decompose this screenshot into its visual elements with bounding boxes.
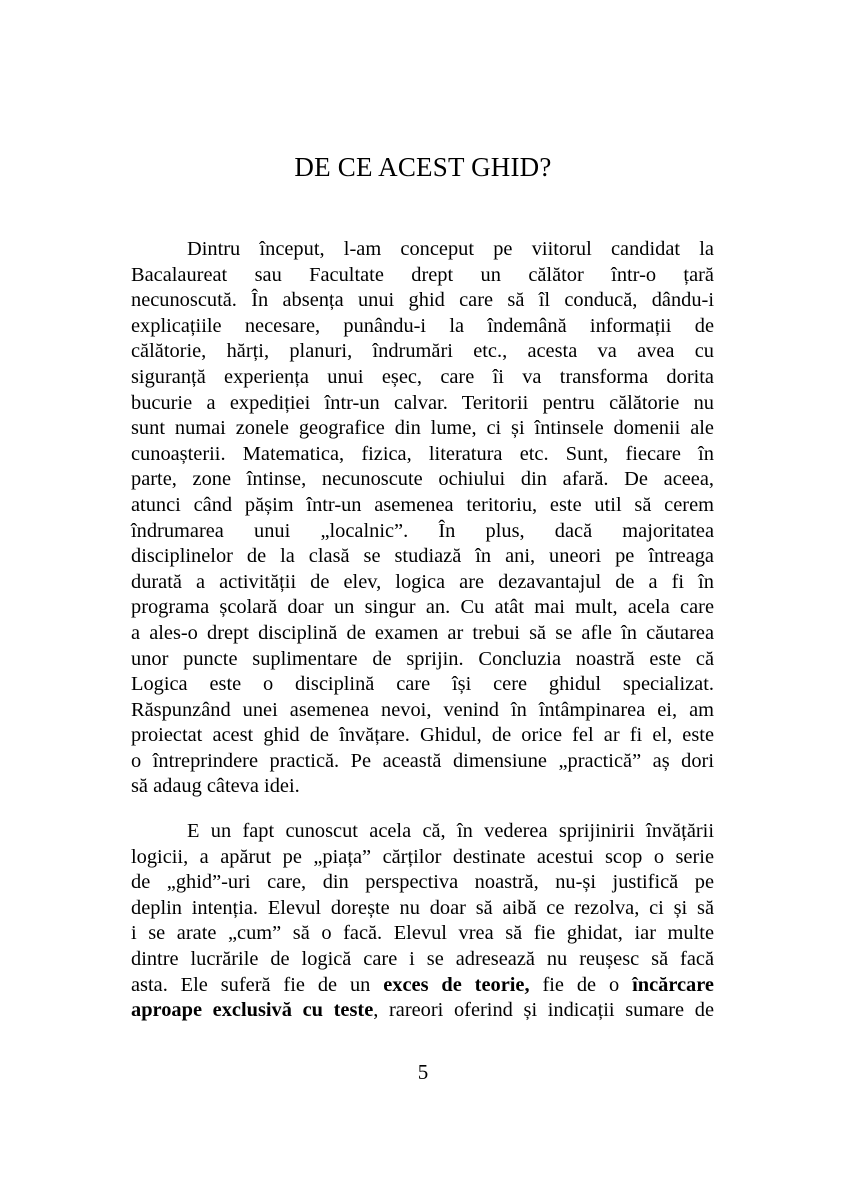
text-line: sunt numai zonele geografice din lume, ci și întinsele domenii ale (131, 417, 714, 440)
text-line: cunoașterii. Matematica, fizica, literatura etc. Sunt, fiecare în (131, 442, 714, 465)
text-line: unor puncte suplimentare de sprijin. Concluzia noastră este că (131, 647, 714, 670)
text-segment: , rareori oferind și indicații sumare de (373, 999, 714, 1022)
page-number: 5 (417, 1060, 429, 1084)
text-line: parte, zone întinse, necunoscute ochiului din afară. De aceea, (131, 468, 714, 491)
text-line: Bacalaureat sau Facultate drept un călător într-o țară (131, 263, 714, 286)
text-segment: fie de o (529, 973, 633, 996)
text-line: atunci când pășim într-un asemenea teritoriu, este util să cerem (131, 493, 714, 516)
text-line: dintre lucrările de logică care i se adresează nu reușesc să facă (131, 947, 714, 970)
text-line: deplin intenția. Elevul dorește nu doar să aibă ce rezolva, ci și să (131, 896, 714, 919)
paragraph-1 (131, 237, 714, 800)
text-line: necunoscută. În absența unui ghid care să îl conducă, dându-i (131, 289, 714, 312)
text-line: durată a activității de elev, logica are dezavantajul de a fi în (131, 570, 714, 593)
text-line: să adaug câteva idei. (131, 775, 300, 798)
emphasis-text: încărcare (632, 973, 714, 996)
text-line: a ales-o drept disciplină de examen ar trebui să se afle în căutarea (131, 621, 714, 644)
text-line: programa școlară doar un singur an. Cu atât mai mult, acela care (131, 596, 714, 619)
text-line: de „ghid”-uri care, din perspectiva noastră, nu-și justifică pe (131, 871, 714, 894)
text-line: disciplinelor de la clasă se studiază în ani, uneori pe întreaga (131, 545, 714, 568)
text-line: logicii, a apărut pe „piața” cărților destinate acestui scop o serie (131, 845, 714, 868)
text-line: îndrumarea unui „localnic”. În plus, dacă majoritatea (131, 519, 714, 542)
text-line: siguranță experiența unui eșec, care îi va transforma dorita (131, 365, 714, 388)
text-line: i se arate „cum” să o facă. Elevul vrea să fie ghidat, iar multe (131, 922, 714, 945)
text-line: proiectat acest ghid de învățare. Ghidul, de orice fel ar fi el, este (131, 724, 714, 747)
emphasis-text: exces de teorie, (383, 973, 530, 996)
text-line: Logica este o disciplină care își cere ghidul specializat. (131, 673, 714, 696)
text-line: Răspunzând unei asemenea nevoi, venind în întâmpinarea ei, am (131, 698, 714, 721)
text-line: explicațiile necesare, punându-i la îndemână informații de (131, 314, 714, 337)
text-line: E un fapt cunoscut acela că, în vederea sprijinirii învățării (187, 820, 714, 842)
text-segment: asta. Ele suferă fie de un (131, 973, 384, 996)
text-line: călătorie, hărți, planuri, îndrumări etc., acesta va avea cu (131, 340, 714, 363)
paragraph-2 (131, 819, 714, 1024)
emphasis-text: aproape exclusivă cu teste (131, 999, 374, 1022)
text-line (131, 973, 714, 999)
text-line (131, 998, 714, 1024)
text-line: Dintru început, l-am conceput pe viitorul candidat la (187, 238, 714, 260)
page-title: DE CE ACEST GHID? (294, 152, 552, 182)
text-line: o întreprindere practică. Pe această dimensiune „practică” aș dori (131, 749, 714, 772)
text-line: bucurie a expediției într-un calvar. Teritorii pentru călătorie nu (131, 391, 714, 414)
